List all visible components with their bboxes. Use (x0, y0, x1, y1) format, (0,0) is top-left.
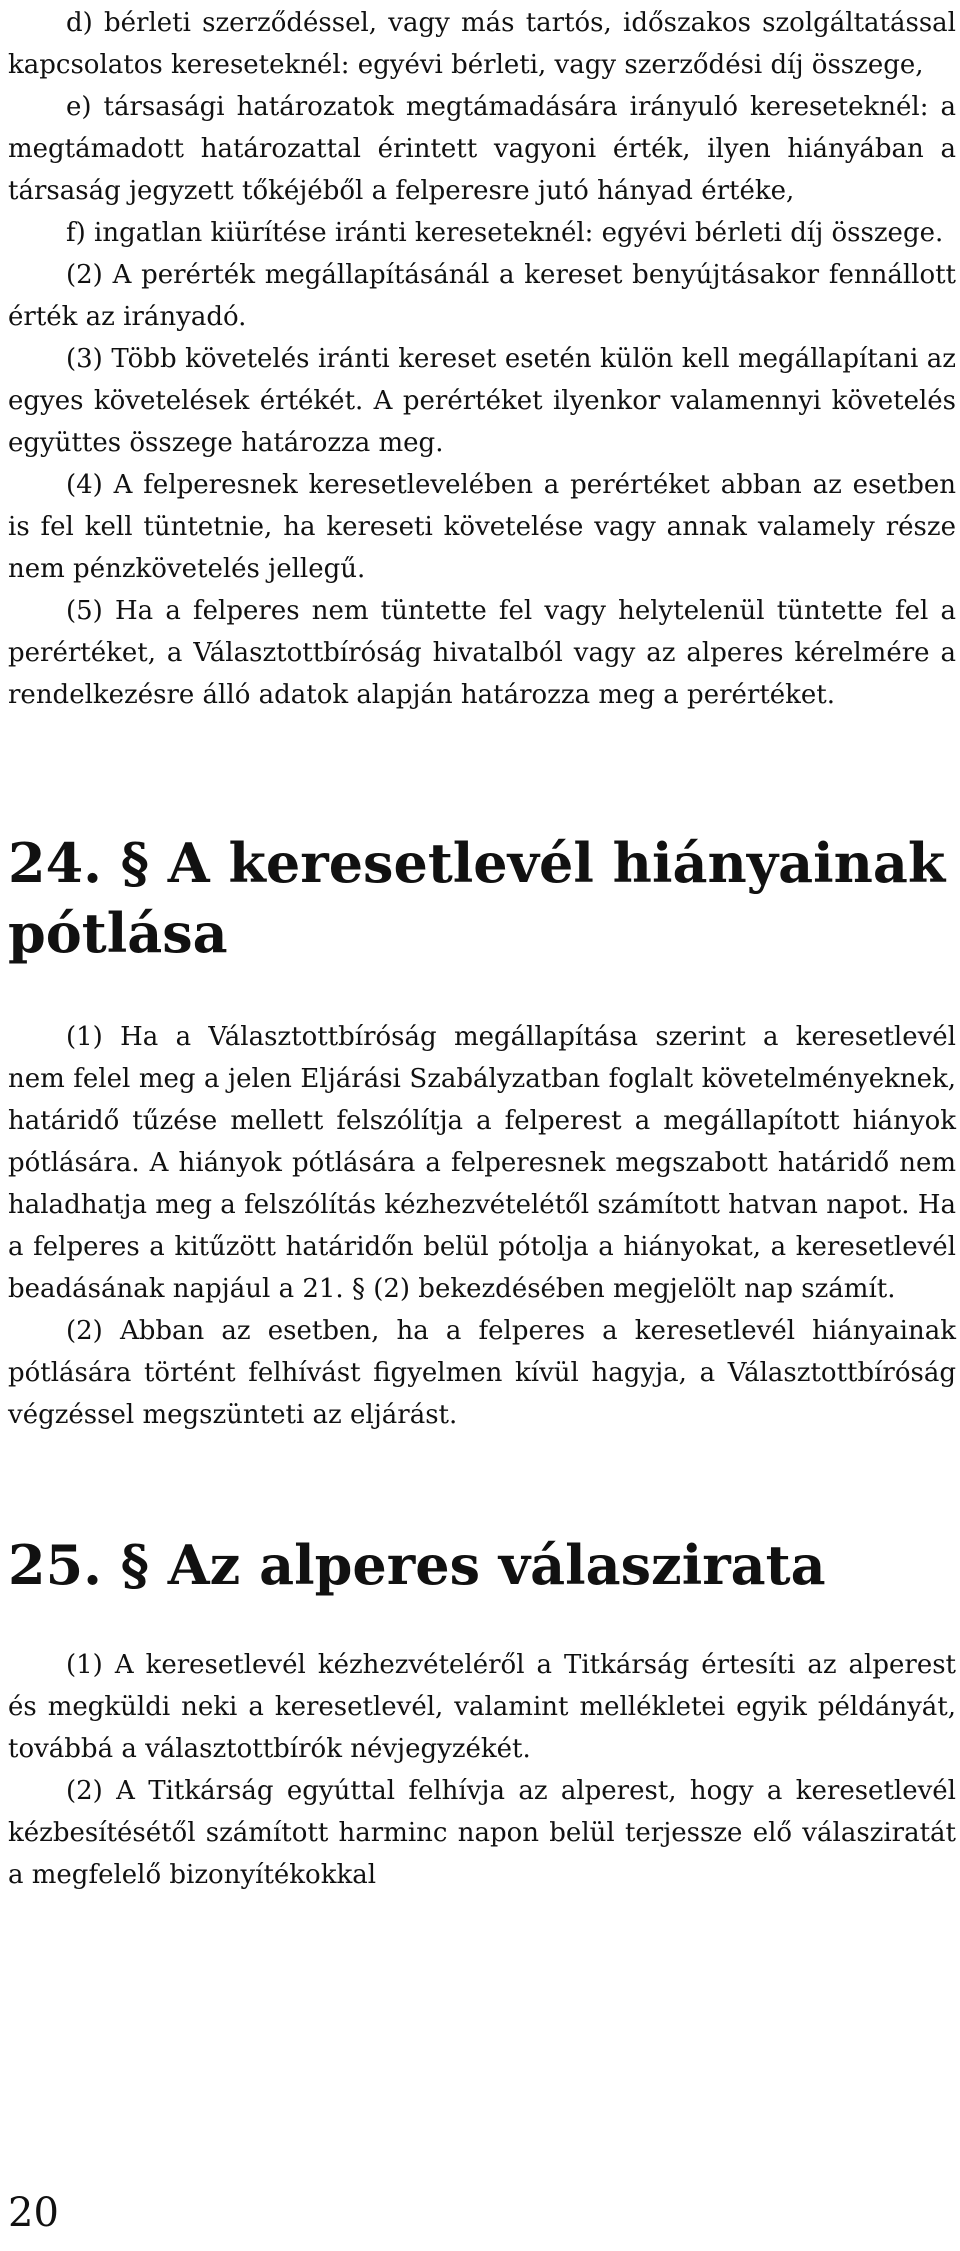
page-number: 20 (8, 2190, 59, 2236)
paragraph-intro-f: f) ingatlan kiürítése iránti kereseteknél: egyévi bérleti díj összege. (66, 218, 944, 248)
paragraph-intro-2: (2) A perérték megállapításánál a kereset benyújtásakor fennállott érték az irányadó. (8, 260, 956, 332)
section-25-paragraph-2: (2) A Titkárság egyúttal felhívja az alperest, hogy a keresetlevél kézbesítésétől számított harminc napon belül terjessze elő válasziratát a megfelelő bizonyítékokkal (8, 1776, 956, 1890)
paragraph-intro-5: (5) Ha a felperes nem tüntette fel vagy helytelenül tüntette fel a perértéket, a Választottbíróság hivatalból vagy az alperes kérelmére a rendelkezésre álló adatok alapján határozza meg a perértéket. (8, 596, 956, 710)
paragraph-intro-3: (3) Több követelés iránti kereset esetén külön kell megállapítani az egyes követelések értékét. A perértéket ilyenkor valamennyi követelés együttes összege határozza meg. (8, 344, 956, 458)
section-24-title: 24. § A keresetlevél hiányainak pótlása (8, 831, 946, 965)
section-24-paragraph-2: (2) Abban az esetben, ha a felperes a keresetlevél hiányainak pótlására történt felhívást figyelmen kívül hagyja, a Választottbíróság végzéssel megszünteti az eljárást. (8, 1316, 956, 1430)
section-25-paragraph-1: (1) A keresetlevél kézhezvételéről a Titkárság értesíti az alperest és megküldi neki a keresetlevél, valamint mellékletei egyik példányát, továbbá a választottbírók névjegyzékét. (8, 1650, 956, 1764)
section-25-title: 25. § Az alperes válaszirata (8, 1533, 826, 1597)
paragraph-intro-d: d) bérleti szerződéssel, vagy más tartós, időszakos szolgáltatással kapcsolatos kereseteknél: egyévi bérleti, vagy szerződési díj összege, (8, 8, 956, 80)
paragraph-intro-e: e) társasági határozatok megtámadására irányuló kereseteknél: a megtámadott határozattal érintett vagyoni érték, ilyen hiányában a társaság jegyzett tőkéjéből a felperesre jutó hányad értéke, (8, 92, 956, 206)
section-24-paragraph-1: (1) Ha a Választottbíróság megállapítása szerint a keresetlevél nem felel meg a jelen Eljárási Szabályzatban foglalt követelményeknek, határidő tűzése mellett felszólítja a felperest a megállapított hiányok pótlására. A hiányok pótlására a felperesnek megszabott határidő nem haladhatja meg a felszólítás kézhezvételétől számított hatvan napot. Ha a felperes a kitűzött határidőn belül pótolja a hiányokat, a keresetlevél beadásának napjául a 21. § (2) bekezdésében megjelölt nap számít. (8, 1022, 956, 1304)
paragraph-intro-4: (4) A felperesnek keresetlevelében a perértéket abban az esetben is fel kell tüntetnie, ha kereseti követelése vagy annak valamely része nem pénzkövetelés jellegű. (8, 470, 956, 584)
page-content (8, 2, 956, 1896)
